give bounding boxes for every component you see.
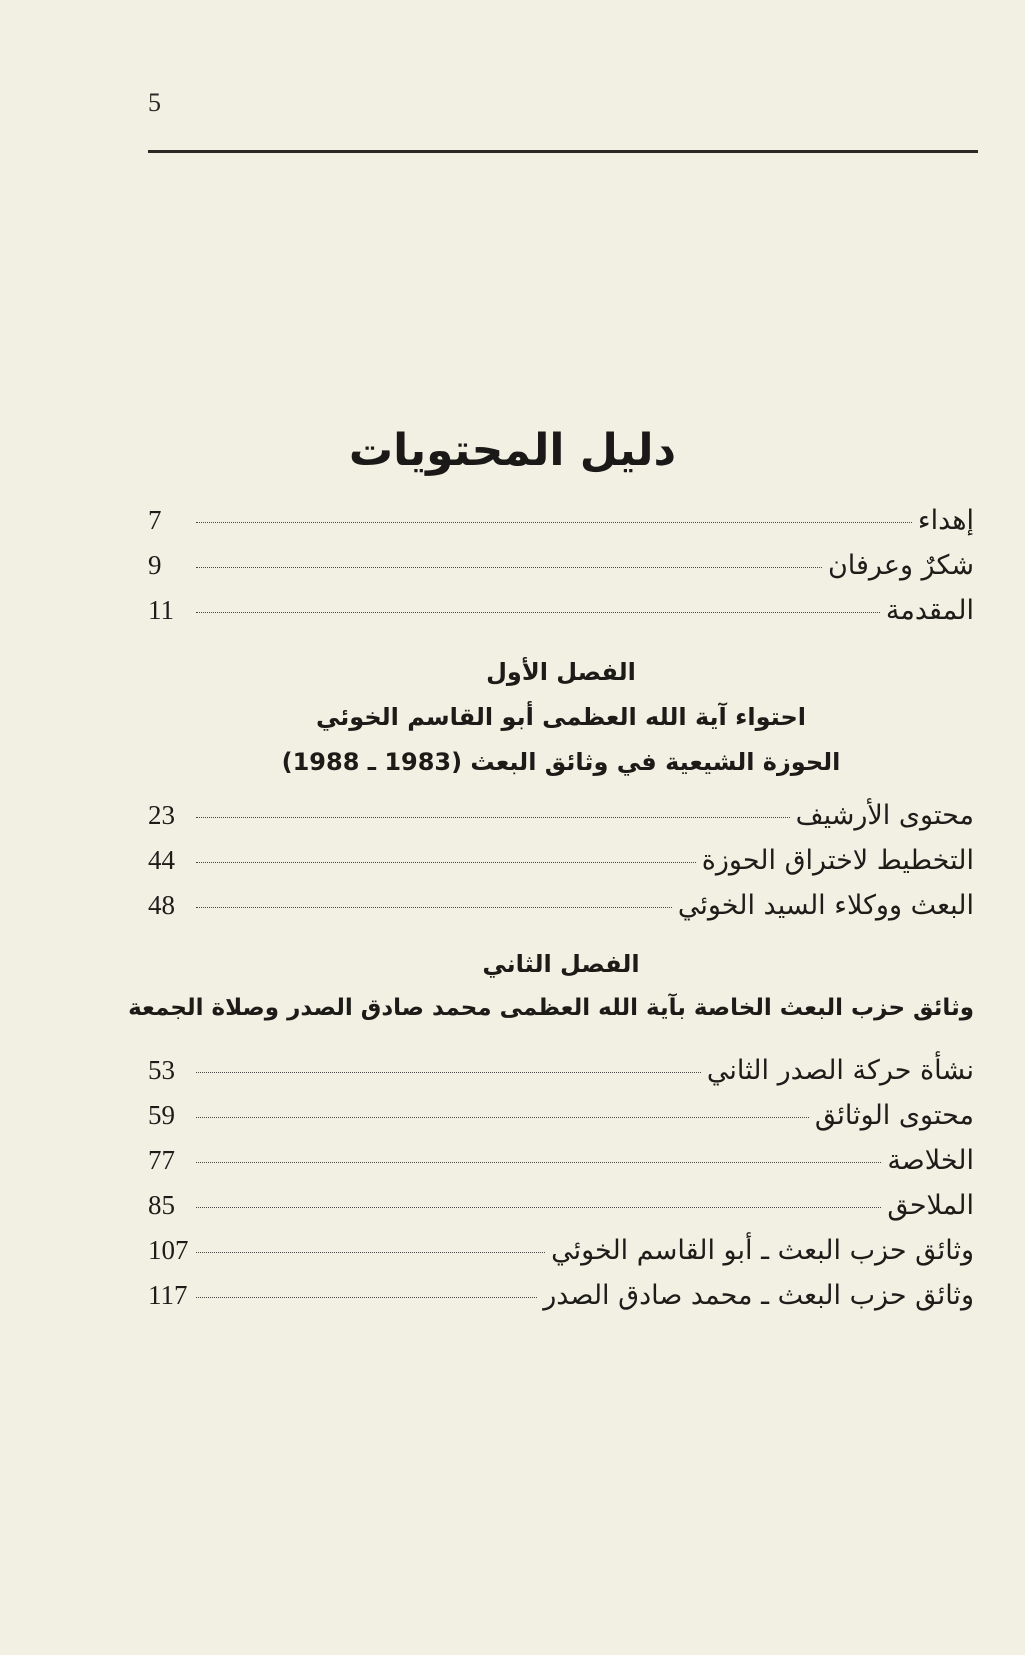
toc-entry-label: البعث ووكلاء السيد الخوئي [677, 890, 974, 921]
toc-entry [148, 1190, 974, 1230]
page-number: 5 [148, 88, 161, 117]
dot-leader [196, 567, 822, 568]
dot-leader [196, 1117, 809, 1118]
toc-entry-introduction [148, 595, 974, 635]
toc-entry [148, 1280, 974, 1320]
toc-entry-label: الخلاصة [887, 1145, 974, 1176]
toc-entry-label: نشأة حركة الصدر الثاني [706, 1055, 974, 1086]
toc-entry-page: 85 [148, 1190, 175, 1220]
chapter1-title-line1: احتواء آية الله العظمى أبو القاسم الخوئي [315, 703, 807, 731]
toc-entry-page: 53 [148, 1055, 175, 1085]
toc-entry-page: 77 [148, 1145, 175, 1175]
toc-entry-label: الملاحق [887, 1190, 974, 1221]
dot-leader [196, 907, 672, 908]
chapter2-title-line1: وثائق حزب البعث الخاصة بآية الله العظمى محمد صادق الصدر وصلاة الجمعة [128, 995, 974, 1021]
toc-entry [148, 800, 974, 840]
toc-entry-page: 23 [148, 800, 175, 830]
toc-entry-page: 11 [148, 595, 174, 625]
toc-entry [148, 890, 974, 930]
dot-leader [196, 817, 790, 818]
toc-entry-label: محتوى الوثائق [814, 1100, 974, 1131]
toc-entry-label: التخطيط لاختراق الحوزة [701, 845, 974, 876]
toc-entry-acknowledgements [148, 550, 974, 590]
toc-entry-page: 59 [148, 1100, 175, 1130]
dot-leader [196, 1207, 881, 1208]
toc-entry-label: وثائق حزب البعث ـ محمد صادق الصدر [543, 1280, 974, 1311]
header-rule [148, 150, 978, 153]
toc-entry [148, 1145, 974, 1185]
toc-title: دليل المحتويات [348, 425, 677, 476]
dot-leader [196, 1072, 701, 1073]
toc-entry-label: شكرٌ وعرفان [827, 550, 974, 581]
dot-leader [196, 522, 912, 523]
dot-leader [196, 1297, 537, 1298]
dot-leader [196, 862, 696, 863]
toc-entry-label: وثائق حزب البعث ـ أبو القاسم الخوئي [551, 1235, 974, 1266]
toc-entry [148, 1055, 974, 1095]
toc-entry-label: محتوى الأرشيف [795, 800, 974, 831]
toc-entry-page: 44 [148, 845, 175, 875]
dot-leader [196, 612, 880, 613]
chapter1-heading: الفصل الأول [486, 658, 636, 686]
dot-leader [196, 1162, 881, 1163]
toc-entry-page: 7 [148, 505, 162, 535]
chapter1-title-line2: الحوزة الشيعية في وثائق البعث (1983 ـ 1988) [281, 748, 841, 776]
chapter2-heading: الفصل الثاني [482, 950, 640, 978]
toc-entry-page: 107 [148, 1235, 189, 1265]
toc-entry-page: 9 [148, 550, 162, 580]
toc-entry-dedication [148, 505, 974, 545]
toc-entry [148, 1100, 974, 1140]
toc-entry-page: 117 [148, 1280, 188, 1310]
toc-entry [148, 1235, 974, 1275]
dot-leader [196, 1252, 545, 1253]
toc-entry-page: 48 [148, 890, 175, 920]
toc-entry [148, 845, 974, 885]
toc-entry-label: إهداء [917, 505, 974, 536]
toc-entry-label: المقدمة [885, 595, 974, 626]
